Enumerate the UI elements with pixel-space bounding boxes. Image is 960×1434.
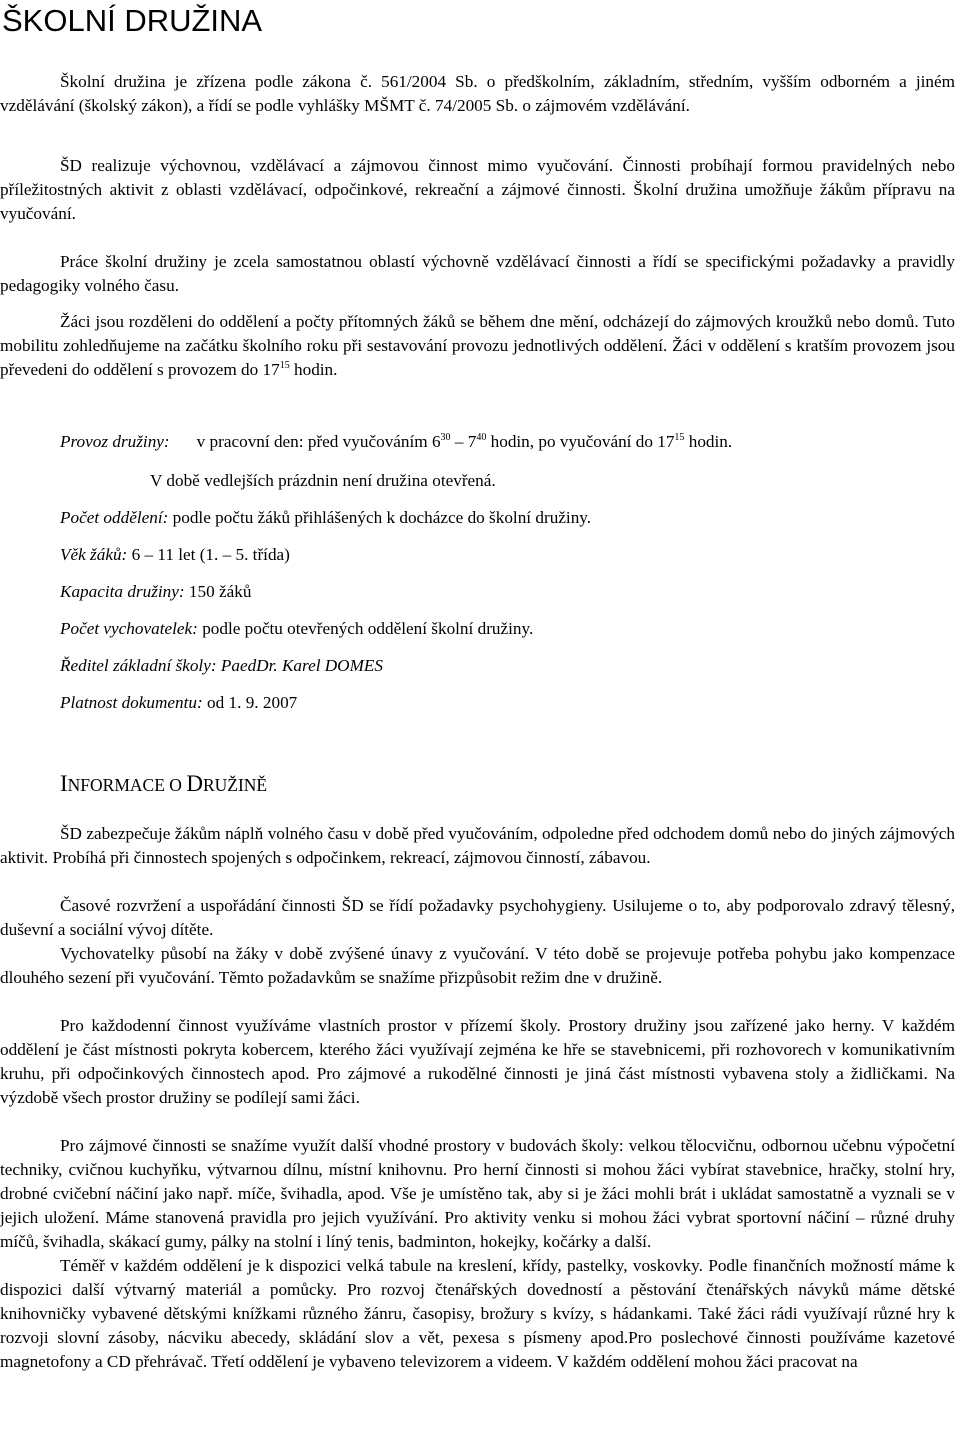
info-platnost: Platnost dokumentu: od 1. 9. 2007	[60, 693, 298, 712]
superscript: 15	[279, 360, 290, 371]
info-vek: Věk žáků: 6 – 11 let (1. – 5. třída)	[60, 545, 290, 564]
section-paragraph-6: Téměř v každém oddělení je k dispozici velká tabule na kreslení, křídy, pastelky, voskovky. Podle finančních možností máme k dispozici další výtvarný materiál a pomůcky. Pro rozvoj čtenářských dovedností a pěstování čtenářských návyků máme dětské knihovničky vybavené dětskými knížkami různého žánru, časopisy, brožury s kvízy, s hádankami. Také žáci rádi využívají různé hry k rozvoji slovní zásoby, nácviku abecedy, skládání slov a vět, pexesa s písmeny apod.Pro poslechové činnosti používáme kazetové magnetofony a CD přehrávač. Třetí oddělení je vybaveno televizorem a videem. V každém oddělení mohou žáci pracovat na	[0, 1256, 955, 1371]
section-paragraph-1: ŠD zabezpečuje žákům náplň volného času v době před vyučováním, odpoledne před odchodem domů nebo do jiných zájmových aktivit. Probíhá při činnostech spojených s odpočinkem, rekreací, zájmovou činností, zábavou.	[0, 824, 955, 867]
section-paragraph-3: Vychovatelky působí na žáky v době zvýšené únavy z vyučování. V této době se projevuje potřeba pohybu jako kompenzace dlouhého sezení při vyučování. Těmto požadavkům se snažíme přizpůsobit režim dne v družině.	[0, 944, 955, 987]
intro-paragraph-4: Žáci jsou rozděleni do oddělení a počty přítomných žáků se během dne mění, odcházejí do zájmových kroužků nebo domů. Tuto mobilitu zohledňujeme na začátku školního roku při sestavování provozu jednotlivých oddělení. Žáci v oddělení s kratším provozem jsou převedeni do oddělení s provozem do $17^{15}$ hodin.	[0, 312, 955, 379]
intro-paragraph-2: ŠD realizuje výchovnou, vzdělávací a zájmovou činnost mimo vyučování. Činnosti probíhají formou pravidelných nebo příležitostných aktivit z oblasti vzdělávací, odpočinkové, rekreační a zájmové činnosti. Školní družina umožňuje žákům přípravu na vyučování.	[0, 156, 955, 223]
intro-paragraph-1: Školní družina je zřízena podle zákona č. 561/2004 Sb. o předškolním, základním, středním, vyšším odborném a jiném vzdělávání (školský zákon), a řídí se podle vyhlášky MŠMT č. 74/2005 Sb. o zájmovém vzdělávání.	[0, 72, 955, 115]
info-provoz: Provoz družiny: v pracovní den: před vyučováním $6^{30} - 7^{40}$ hodin, po vyučování do $17^{15}$ hodin.	[60, 432, 733, 451]
section-heading: INFORMACE O DRUŽINĚ	[60, 771, 268, 796]
info-vychovatelky: Počet vychovatelek: podle počtu otevřených oddělení školní družiny.	[60, 619, 534, 638]
info-reditel: Ředitel základní školy: PaedDr. Karel DOMES	[60, 656, 384, 675]
intro-paragraph-3: Práce školní družiny je zcela samostatnou oblastí výchovně vzdělávací činnosti a řídí se specifickými požadavky a pravidly pedagogiky volného času.	[0, 252, 955, 295]
section-paragraph-5: Pro zájmové činnosti se snažíme využít další vhodné prostory v budovách školy: velkou tělocvičnu, odbornou učebnu výpočetní techniky, cvičnou kuchyňku, výtvarnou dílnu, místní knihovnu. Pro herní činnosti si mohou žáci vybírat stavebnice, hračky, stolní hry, drobné cvičební náčiní jako např. míče, švihadla, apod. Vše je umístěno tak, aby si je žáci mohli brát i ukládat samostatně a vyznali se v jejich uložení. Máme stanovená pravidla pro jejich využívání. Pro aktivity venku si mohou žáci vybrat sportovní náčiní – různé druhy míčů, švihadla, skákací gumy, pálky na stolní i líný tenis, badminton, hokejky, kočárky a další.	[0, 1136, 955, 1251]
section-paragraph-4: Pro každodenní činnost využíváme vlastních prostor v přízemí školy. Prostory družiny jsou zařízené jako herny. V každém oddělení je část místnosti pokryta kobercem, kterého žáci využívají zejména ke hře se stavebnicemi, při rozhovorech v komunikativním kruhu, při odpočinkových činnostech apod. Pro zájmové a rukodělné činnosti je jiná část místnosti vybavena stoly a židličkami. Na výzdobě všech prostor družiny se podílejí sami žáci.	[0, 1016, 955, 1107]
info-oddeleni: Počet oddělení: podle počtu žáků přihlášených k docházce do školní družiny.	[60, 508, 592, 527]
info-label: Provoz družiny:	[60, 432, 170, 451]
info-provoz-note: V době vedlejších prázdnin není družina otevřená.	[150, 471, 496, 490]
page-title: ŠKOLNÍ DRUŽINA	[2, 3, 263, 38]
section-paragraph-2: Časové rozvržení a uspořádání činnosti ŠD se řídí požadavky psychohygieny. Usilujeme o to, aby podporovalo zdravý tělesný, duševní a sociální vývoj dítěte.	[0, 896, 955, 939]
info-kapacita: Kapacita družiny: 150 žáků	[60, 582, 252, 601]
